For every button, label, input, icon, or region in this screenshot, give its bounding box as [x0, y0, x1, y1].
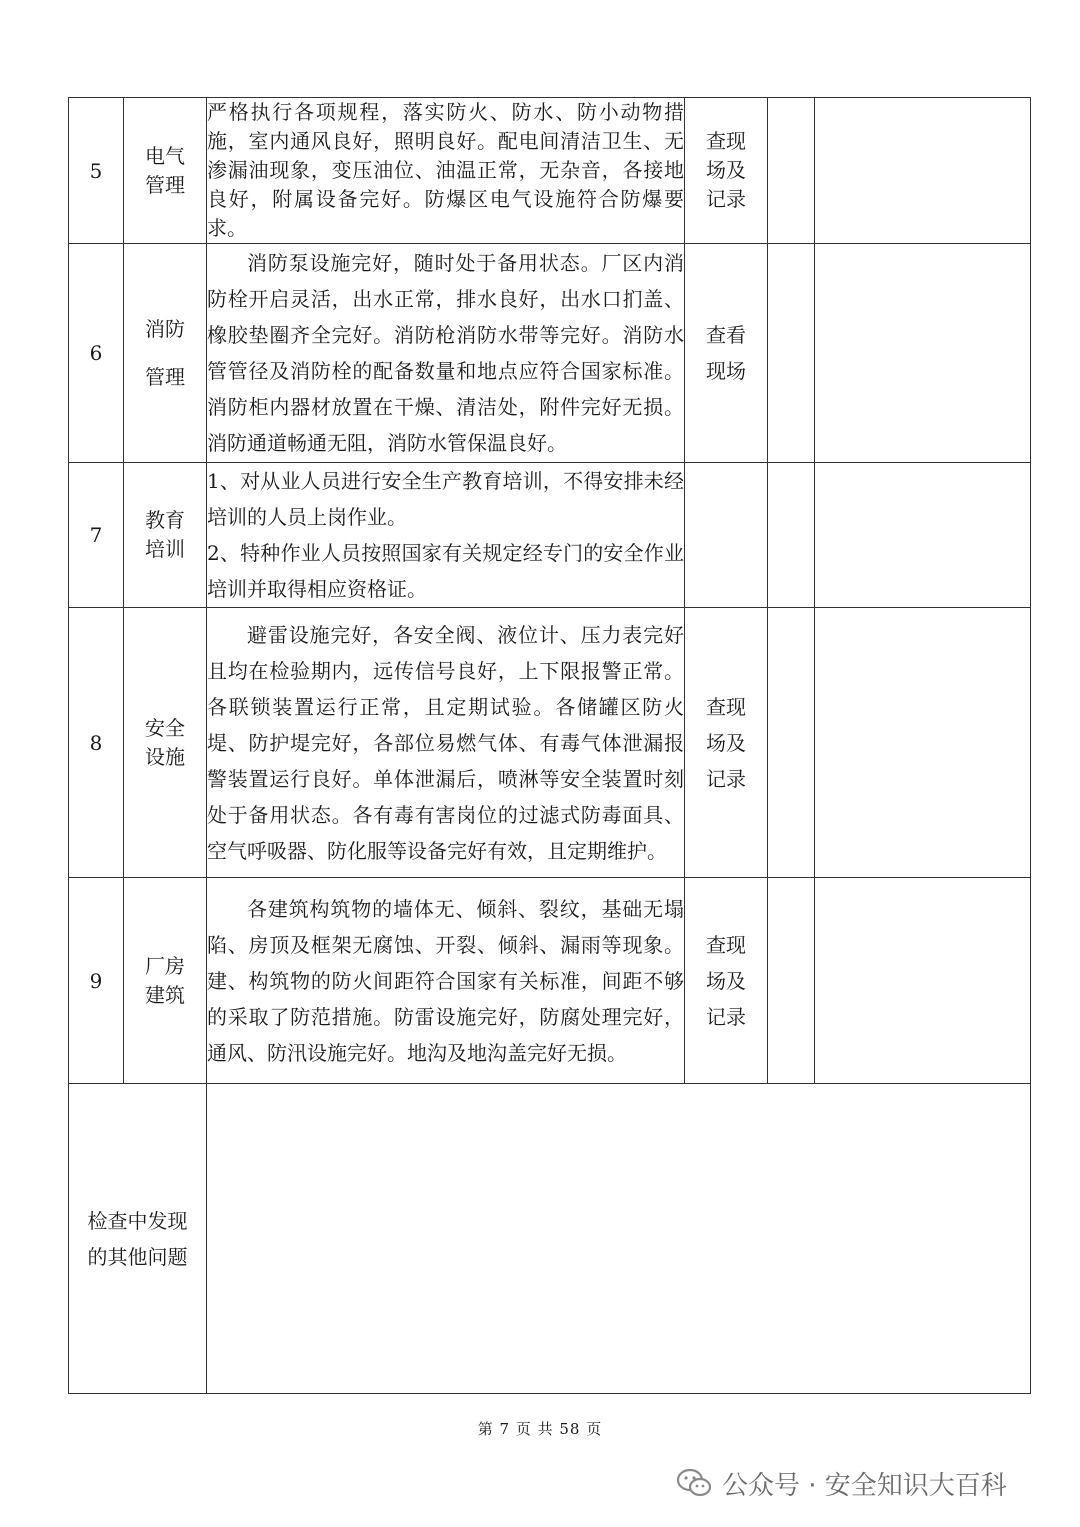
row-number: 8 [69, 608, 124, 878]
result-cell[interactable] [768, 878, 815, 1084]
table-row [69, 878, 1031, 1084]
row-number: 9 [69, 878, 124, 1084]
row-content: 消防泵设施完好，随时处于备用状态。厂区内消防栓开启灵活，出水正常，排水良好，出水口扪盖、橡胶垫圈齐全完好。消防枪消防水带等完好。消防水管管径及消防栓的配备数量和地点应符合国家标准。消防柜内器材放置在干燥、清洁处，附件完好无损。消防通道畅通无阻，消防水管保温良好。 [207, 244, 685, 463]
table-row [69, 608, 1031, 878]
row-number: 5 [69, 98, 124, 244]
wechat-icon [676, 1468, 712, 1498]
row-item: 电气 管理 [124, 98, 207, 244]
watermark [676, 1466, 1007, 1500]
row-content: 避雷设施完好，各安全阀、液位计、压力表完好且均在检验期内，远传信号良好，上下限报警正常。各联锁装置运行正常，且定期试验。各储罐区防火堤、防护堤完好，各部位易燃气体、有毒气体泄漏报警装置运行良好。单体泄漏后，喷淋等安全装置时刻处于备用状态。各有毒有害岗位的过滤式防毒面具、空气呼吸器、防化服等设备完好有效，且定期维护。 [207, 608, 685, 878]
row-content: 严格执行各项规程，落实防火、防水、防小动物措施，室内通风良好，照明良好。配电间清洁卫生、无渗漏油现象，变压油位、油温正常，无杂音，各接地良好，附属设备完好。防爆区电气设施符合防爆要求。 [207, 98, 685, 244]
row-method: 查现 场及 记录 [685, 98, 768, 244]
page-number: 第 7 页 共 58 页 [477, 1420, 603, 1438]
row-number: 7 [69, 463, 124, 608]
remark-cell[interactable] [815, 98, 1031, 244]
row-item: 厂房 建筑 [124, 878, 207, 1084]
row-method: 查现 场及 记录 [685, 878, 768, 1084]
row-item: 教育 培训 [124, 463, 207, 608]
table-row [69, 244, 1031, 463]
row-item: 安全 设施 [124, 608, 207, 878]
other-issues-field[interactable] [207, 1084, 1031, 1394]
row-method [685, 463, 768, 608]
inspection-table [68, 97, 1031, 1394]
row-method: 查看 现场 [685, 244, 768, 463]
remark-cell[interactable] [815, 244, 1031, 463]
watermark-text: 公众号 · 安全知识大百科 [722, 1470, 1007, 1501]
row-content: 各建筑构筑物的墙体无、倾斜、裂纹，基础无塌陷、房顶及框架无腐蚀、开裂、倾斜、漏雨等现象。建、构筑物的防火间距符合国家有关标准，间距不够的采取了防范措施。防雷设施完好，防腐处理完好，通风、防汛设施完好。地沟及地沟盖完好无损。 [207, 878, 685, 1084]
result-cell[interactable] [768, 98, 815, 244]
row-method: 查现 场及 记录 [685, 608, 768, 878]
other-issues-label: 检查中发现 的其他问题 [69, 1084, 207, 1394]
row-number: 6 [69, 244, 124, 463]
remark-cell[interactable] [815, 463, 1031, 608]
remark-cell[interactable] [815, 878, 1031, 1084]
row-content: 1、对从业人员进行安全生产教育培训，不得安排未经培训的人员上岗作业。 2、特种作业人员按照国家有关规定经专门的安全作业培训并取得相应资格证。 [207, 463, 685, 608]
table-row [69, 463, 1031, 608]
remark-cell[interactable] [815, 608, 1031, 878]
result-cell[interactable] [768, 244, 815, 463]
row-item: 消防 管理 [124, 244, 207, 463]
table-row [69, 98, 1031, 244]
result-cell[interactable] [768, 463, 815, 608]
other-issues-row [69, 1084, 1031, 1394]
result-cell[interactable] [768, 608, 815, 878]
